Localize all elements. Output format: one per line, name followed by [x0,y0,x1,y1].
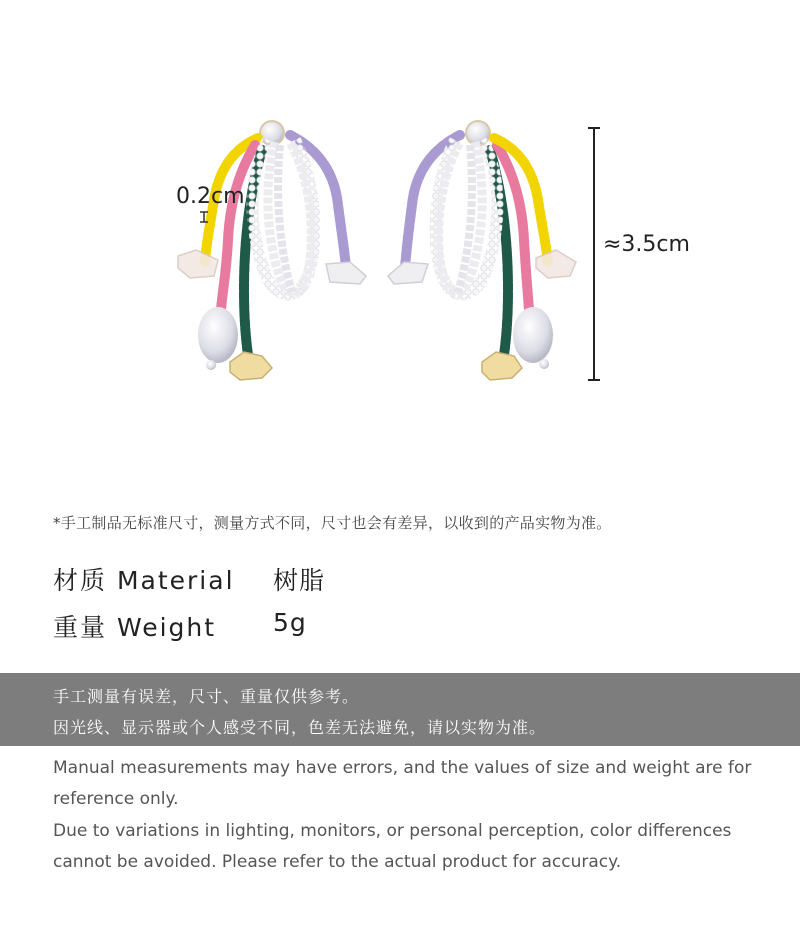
material-value: 树脂 [273,566,326,595]
disclaimer-en-2: Due to variations in lighting, monitors, or personal perception, color differences cannot be avoided. Please refer to the actual product for accuracy. [53,821,732,872]
weight-spec-row [53,608,307,644]
disclaimer-en-1: Manual measurements may have errors, and the values of size and weight are for reference only. [53,758,752,809]
right-earring [388,121,576,380]
left-earring [178,121,366,380]
small-dimension-label: 0.2cm [176,184,245,209]
height-dimension-label: ≈3.5cm [603,232,690,257]
handmade-size-note: *手工制品无标准尺寸，测量方式不同，尺寸也会有差异，以收到的产品实物为准。 [53,514,612,532]
weight-value: 5g [273,608,307,637]
disclaimer-line-2: 因光线、显示器或个人感受不同，色差无法避免，请以实物为准。 [53,718,547,737]
weight-label: 重量 Weight [53,613,217,642]
material-spec-row [53,561,326,597]
material-label: 材质 Material [53,566,235,595]
disclaimer-band [0,673,800,746]
disclaimer-line-1: 手工测量有误差，尺寸、重量仅供参考。 [53,687,360,706]
height-dimension-line [588,128,600,380]
